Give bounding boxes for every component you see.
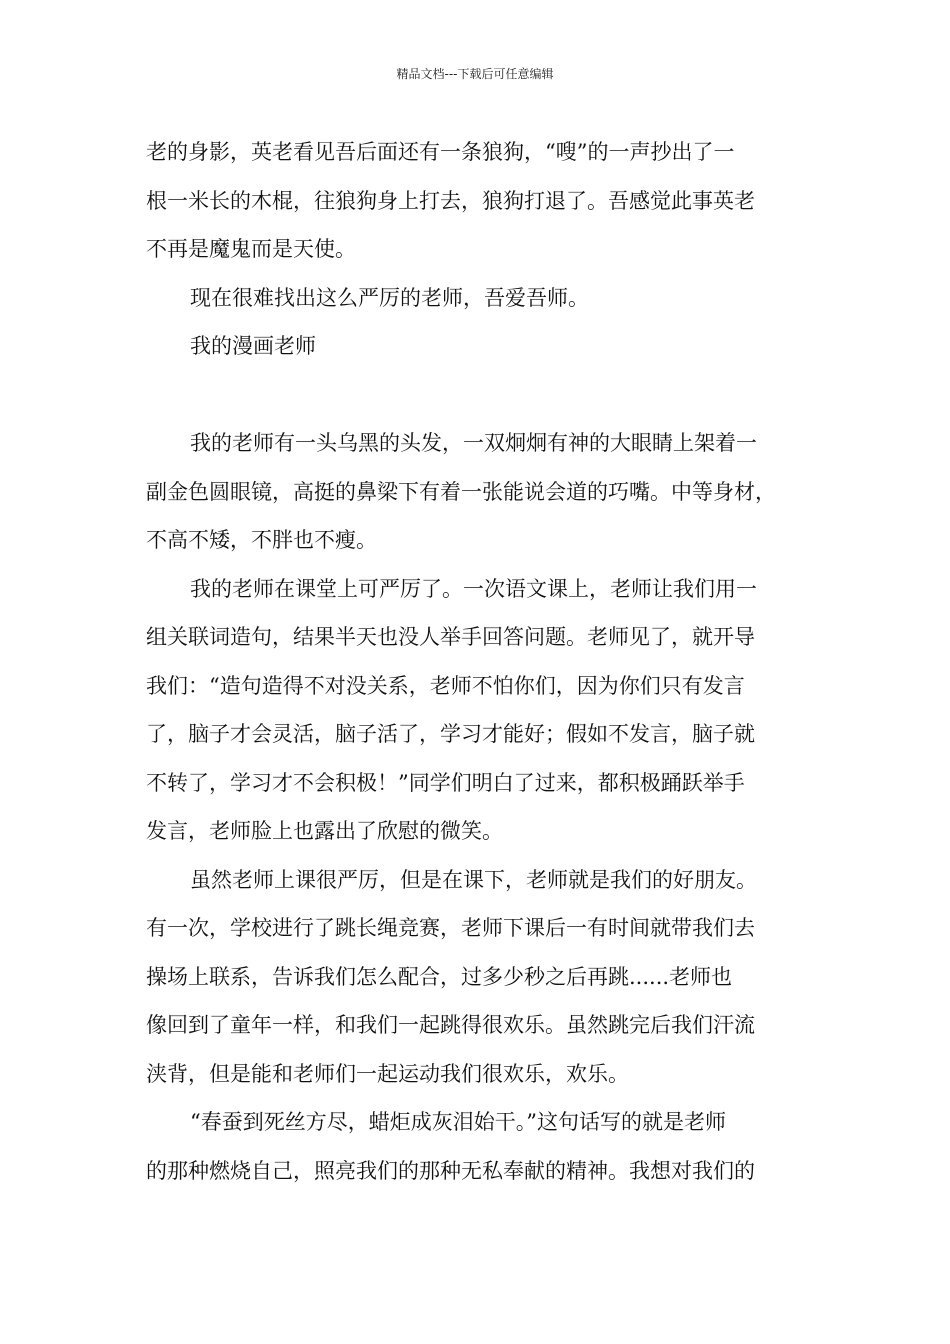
page-header: 精品文档---下载后可任意编辑 [396, 67, 554, 81]
text-line: 不高不矮，不胖也不瘦。 [146, 528, 377, 552]
text-line: 浃背，但是能和老师们一起运动我们很欢乐，欢乐。 [146, 1061, 629, 1086]
text-line: 老的身影，英老看见吾后面还有一条狼狗，“嗖”的一声抄出了一 [146, 140, 735, 164]
text-line: 不转了，学习才不会积极！”同学们明白了过来，都积极踊跃举手 [146, 770, 745, 795]
text-line: 虽然老师上课很严厉，但是在课下，老师就是我们的好朋友。 [190, 867, 757, 892]
text-line: 我的老师有一头乌黑的头发，一双炯炯有神的大眼睛上架着一 [190, 431, 757, 455]
text-line: 组关联词造句，结果半天也没人举手回答问题。老师见了，就开导 [146, 625, 755, 649]
text-line: 了，脑子才会灵活，脑子活了，学习才能好；假如不发言，脑子就 [146, 722, 755, 746]
text-line: 副金色圆眼镜，高挺的鼻梁下有着一张能说会道的巧嘴。中等身材， [146, 479, 776, 504]
text-line: 我们：“造句造得不对没关系，老师不怕你们，因为你们只有发言 [146, 673, 745, 698]
text-line: 根一米长的木棍，往狼狗身上打去，狼狗打退了。吾感觉此事英老 [146, 188, 755, 213]
blank-line [146, 371, 822, 420]
text-line: 像回到了童年一样，和我们一起跳得很欢乐。虽然跳完后我们汗流 [146, 1013, 755, 1037]
text-line: 操场上联系，告诉我们怎么配合，过多少秒之后再跳......老师也 [146, 964, 733, 989]
text-line: 我的老师在课堂上可严厉了。一次语文课上，老师让我们用一 [190, 576, 757, 601]
text-line: “春蚕到死丝方尽，蜡炬成灰泪始干。”这句话写的就是老师 [190, 1110, 726, 1134]
text-line: 的那种燃烧自己，照亮我们的那种无私奉献的精神。我想对我们的 [146, 1158, 755, 1183]
text-line: 有一次，学校进行了跳长绳竞赛，老师下课后一有时间就带我们去 [146, 916, 755, 940]
text-line: 不再是魔鬼而是天使。 [146, 237, 356, 261]
document-body [146, 128, 822, 1195]
text-line: 发言，老师脸上也露出了欣慰的微笑。 [146, 819, 503, 843]
section-title: 我的漫画老师 [190, 334, 316, 358]
text-line: 现在很难找出这么严厉的老师，吾爱吾师。 [190, 285, 589, 310]
